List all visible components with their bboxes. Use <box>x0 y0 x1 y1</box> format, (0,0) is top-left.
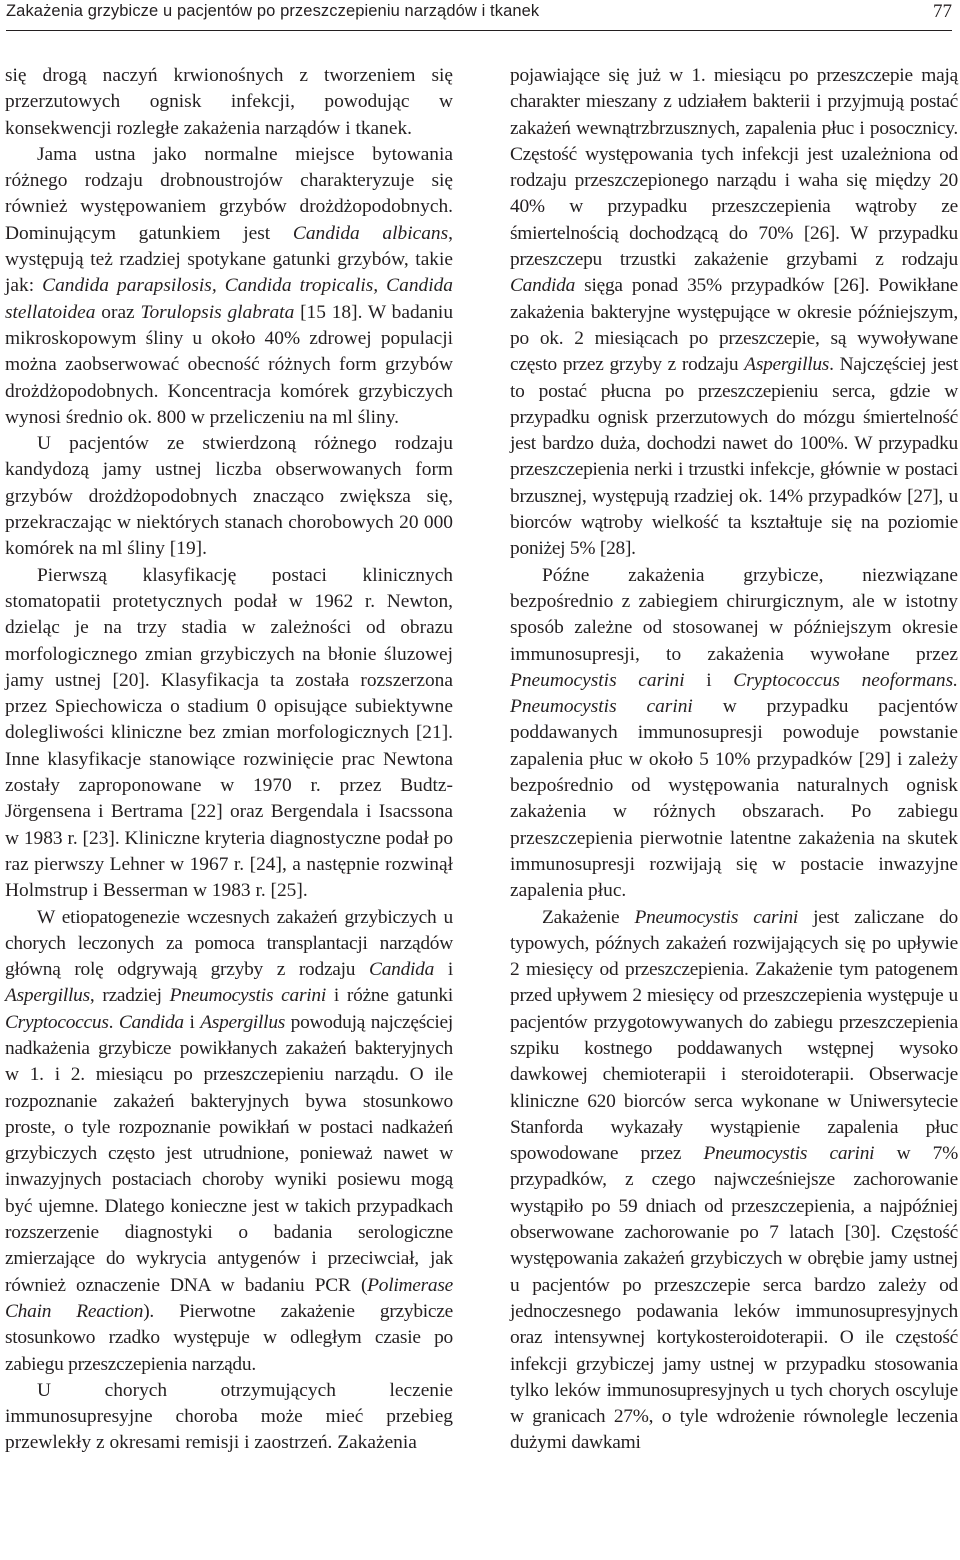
text-run: powodują najczęściej nadkażenia grzybicze powikłanych zakażeń bakteryjnych w 1. i 2. miesiącu po przeszczepieniu narządu. O ile rozpoznanie zakażeń bakteryjnych bywa stosunkowo proste, o tyle rozpoznanie powikłań w postaci nadkażeń grzybiczych często jest utrudnione, ponieważ nawet w inwazyjnych postaciach choroby wyniki posiewu mogą być ujemne. Dlatego konieczne jest w takich przypadkach rozszerzenie diagnostyki o badania serologiczne zmierzające do wykrycia antygenów i przeciwciał, jak również oznaczenie DNA w badaniu PCR ( <box>5 1011 453 1296</box>
species-name: Pneumocystis carini <box>510 669 685 691</box>
species-name: Candida <box>510 275 576 297</box>
paragraph <box>510 63 958 563</box>
running-header <box>6 0 952 31</box>
text-run: i <box>183 1011 201 1033</box>
right-column <box>510 63 958 1457</box>
text-run: pojawiające się już w 1. miesiącu po przeszczepie mają charakter mieszany z udziałem bakterii i przyjmują postać zakażeń wewnątrzbrzusznych, zapalenia płuc i posocznicy. Częstość występowania tych infekcji jest uzależniona od rodzaju przeszczepionego narządu i waha się między 20 40% w przypadku przeszczepienia wątroby ze śmiertelnością dochodzącą do 70% [26]. W przypadku przeszczepu trzustki zakażenie grzybami z rodzaju <box>510 65 958 271</box>
term-italic: Polimerase Chain Reaction <box>5 1274 453 1322</box>
text-run: jest zaliczane do typowych, późnych zakażeń rozwijających się po upływie 2 miesięcy od przeszczepienia. Zakażenie tym patogenem przed upływem 2 miesięcy od przeszczepienia występuje u pacjentów przygotowywanych do zabiegu przeszczepienia szpiku kostnego poddawanych wstępnej wysoko dawkowej chemioterapii i steroidoterapii. Obserwacje kliniczne 620 biorców serca wykonane w Uniwersytecie Stanforda wykazały wystąpienie zapalenia płuc spowodowane przez <box>510 906 958 1165</box>
page-number: 77 <box>933 1 952 22</box>
paragraph <box>5 905 453 1378</box>
paragraph: Pierwszą klasyfikację postaci klinicznych stomatopatii protetycznych podał w 1962 r. Newton, dzieląc je na trzy stadia w zależności od obrazu morfologicznego zmian grzybiczych na błonie śluzowej jamy ustnej [20]. Klasyfikacja ta została rozszerzona przez Spiechowicza o stadium 0 opisujące subiektywne dolegliwości kliniczne bez zmian morfologicznych [21]. Inne klasyfikacje stanowiące rozwinięcie prac Newtona zostały zaproponowane w 1970 r. przez Budtz-Jörgensena i Bertrama [22] oraz Bergendala i Isacssona w 1983 r. [23]. Kliniczne kryteria diagnostyczne podał po raz pierwszy Lehner w 1967 r. [24], a następnie rozwinął Holmstrup i Besserman w 1983 r. [25]. <box>5 564 454 902</box>
text-run: Późne zakażenia grzybicze, niezwiązane bezpośrednio z zabiegiem chirurgicznym, ale w istotny sposób zależne od stosowanej w późniejszym okresie immunosupresji, to zakażenia wywołane przez <box>510 564 958 665</box>
text-run: i <box>434 959 453 981</box>
text-run: Jama ustna jako normalne miejsce bytowania różnego rodzaju drobnoustrojów charakteryzuje się również występowaniem grzybów drożdżopodobnych. Dominującym gatunkiem jest <box>5 143 453 244</box>
text-run: , rzadziej <box>89 985 170 1007</box>
species-name: Pneumocystis carini <box>169 985 326 1007</box>
paragraph <box>510 563 958 905</box>
species-name: Candida <box>118 1011 184 1033</box>
running-title: Zakażenia grzybicze u pacjentów po przeszczepieniu narządów i tkanek <box>6 2 540 20</box>
species-name: Cryptococcus neoformans. Pneumocystis carini <box>510 669 958 718</box>
species-name: Candida albicans <box>292 222 449 244</box>
species-name: Pneumocystis carini <box>634 906 799 928</box>
text-run: ). Pierwotne zakażenie grzybicze stosunkowo rzadko występuje w odległym czasie po zabiegu przeszczepienia narządu. <box>5 1300 453 1375</box>
text-run: , występują też rzadziej spotykane gatunki grzybów, takie jak: <box>5 222 453 297</box>
species-name: Pneumocystis carini <box>703 1143 875 1165</box>
text-run: W etiopatogenezie wczesnych zakażeń grzybiczych u chorych leczonych za pomoca transplantacji narządów główną rolę odgrywają grzyby z rodzaju <box>5 906 453 981</box>
paragraph <box>5 142 453 431</box>
paragraph: U chorych otrzymujących leczenie immunosupresyjne choroba może mieć przebieg przewlekły z okresami remisji i zaostrzeń. Zakażenia <box>5 1379 453 1454</box>
text-run: i różne gatunki <box>325 985 454 1007</box>
text-run: sięga ponad 35% przypadków [26]. Powikłane zakażenia bakteryjne występujące w okresie późniejszym, po ok. 2 miesiącach po przeszczepie, są wywoływane często przez grzyby z rodzaju <box>510 275 958 376</box>
text-run: w przypadku pacjentów poddawanych immunosupresji powoduje powstanie zapalenia płuc w około 5 10% przypadków [29] i zależy bezpośrednio od występowania naturalnych ognisk zakażenia w różnych obszarach. Po zabiegu przeszczepienia pierwotnie latentne zakażenia na skutek immunosupresji rozwijają się w postacie inwazyjne zapalenia płuc. <box>510 696 958 902</box>
text-run: . <box>108 1011 119 1033</box>
text-run: oraz <box>95 301 141 323</box>
paragraph: U pacjentów ze stwierdzoną różnego rodzaju kandydozą jamy ustnej liczba obserwowanych form grzybów drożdżopodobnych znacząco zwiększa się, przekraczając w niektórych stanach chorobowych 20 000 komórek na ml śliny [19]. <box>5 433 453 560</box>
species-name: Torulopsis glabrata <box>140 301 295 323</box>
species-name: Cryptococcus <box>5 1011 109 1033</box>
text-run: i <box>684 669 734 691</box>
text-run: w 7% przypadków, z czego najwcześniejsze zachorowanie wystąpiło po 59 dniach od przeszczepienia, a najpóźniej obserwowane zachorowanie po 7 latach [30]. Częstość występowania zakażeń grzybiczych w obrębie jamy ustnej u pacjentów po przeszczepie serca bardzo zależy od jednoczesnego podawania leków immunosupresyjnych oraz intensywnej kortykosteroidoterapii. O ile częstość infekcji grzybiczej jamy ustnej w przypadku stosowania tylko leków immunosupresyjnych u tych chorych oscyluje w granicach 27%, o tyle wdrożenie równolegle leczenia dużymi dawkami <box>510 1143 958 1454</box>
species-name: Candida <box>369 959 435 981</box>
text-run: Zakażenie <box>542 906 635 928</box>
text-run: . Najczęściej jest to postać płucna po przeszczepieniu serca, gdzie w przypadku ognisk przerzutowych do mózgu śmiertelność jest bardzo duża, dochodzi nawet do 100%. W przypadku przeszczepienia nerki i trzustki infekcje, głównie w postaci brzusznej, występują rzadziej ok. 14% przypadków [27], u biorców wątroby wielkość ta kształtuje się na poziomie poniżej 5% [28]. <box>510 354 958 560</box>
species-name: Aspergillus <box>200 1011 286 1033</box>
left-column <box>5 63 453 1457</box>
paragraph <box>510 905 958 1457</box>
species-name: Candida parapsilosis, Candida tropicalis, Candida stellatoidea <box>5 275 453 323</box>
species-name: Aspergillus <box>744 354 830 376</box>
paragraph: się drogą naczyń krwionośnych z tworzeniem się przerzutowych ognisk infekcji, powodując w konsekwencji rozległe zakażenia narządów i tkanek. <box>5 65 453 139</box>
species-name: Aspergillus <box>5 985 90 1007</box>
text-run: [15 18]. W badaniu mikroskopowym śliny u około 40% zdrowej populacji można zaobserwować obecność różnych form grzybów drożdżopodobnych. Koncentracja komórek grzybiczych wynosi średnio ok. 800 w przeliczeniu na ml śliny. <box>5 301 454 428</box>
